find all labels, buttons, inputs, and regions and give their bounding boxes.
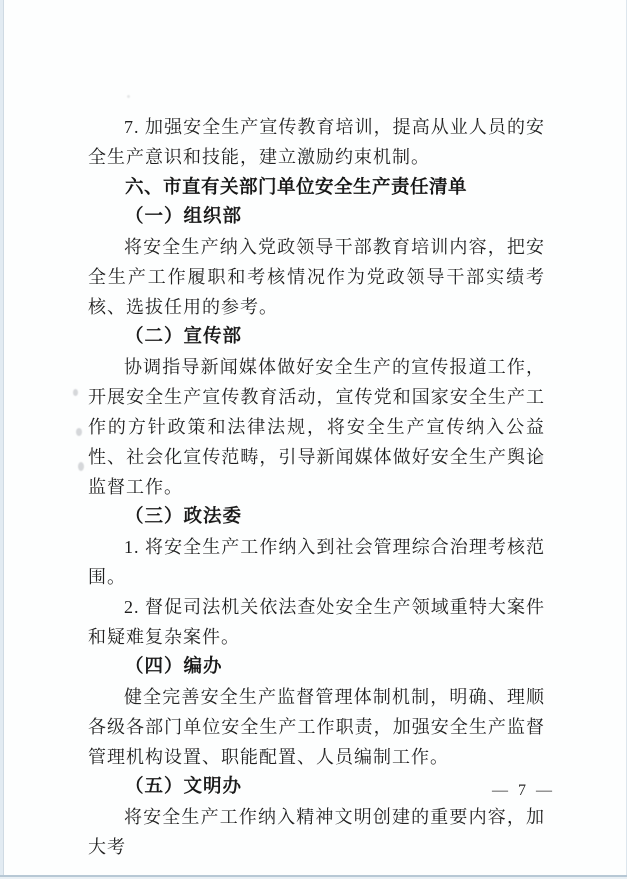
paragraph-wenmingban: 将安全生产工作纳入精神文明创建的重要内容，加大考 <box>88 807 545 857</box>
paragraph-bianban: 健全完善安全生产监督管理体制机制，明确、理顺各级各部门单位安全生产工作职责，加强安全生产监督管理机构设置、职能配置、人员编制工作。 <box>88 687 545 767</box>
scan-speck <box>73 389 78 396</box>
subsection-heading-3-zhengfawei: （三）政法委 <box>125 507 243 527</box>
paragraph-item-7: 7. 加强安全生产宣传教育培训，提高从业人员的安全生产意识和技能，建立激励约束机制。 <box>88 117 545 167</box>
scan-speck <box>78 462 84 471</box>
subsection-heading-4-bianban: （四）编办 <box>125 657 223 677</box>
paragraph-zhengfawei-2: 2. 督促司法机关依法查处安全生产领域重特大案件和疑难复杂案件。 <box>88 597 545 647</box>
page-number: — 7 — <box>492 782 555 799</box>
paragraph-zuzhibu: 将安全生产纳入党政领导干部教育培训内容，把安全生产工作履职和考核情况作为党政领导干部实绩考核、选拔任用的参考。 <box>88 237 545 317</box>
section-heading-6: 六、市直有关部门单位安全生产责任清单 <box>125 176 468 197</box>
scan-speck <box>76 428 82 436</box>
document-body <box>88 112 545 862</box>
scan-speck <box>127 95 130 98</box>
subsection-heading-1-zuzhibu: （一）组织部 <box>125 207 243 227</box>
subsection-heading-5-wenmingban: （五）文明办 <box>125 777 243 797</box>
paragraph-xuanchuanbu: 协调指导新闻媒体做好安全生产的宣传报道工作，开展安全生产宣传教育活动，宣传党和国家安全生产工作的方针政策和法律法规，将安全生产宣传纳入公益性、社会化宣传范畴，引导新闻媒体做好安全生产舆论监督工作。 <box>88 357 545 497</box>
subsection-heading-2-xuanchuanbu: （二）宣传部 <box>125 327 243 347</box>
page-left-edge <box>0 0 4 879</box>
paragraph-zhengfawei-1: 1. 将安全生产工作纳入到社会管理综合治理考核范围。 <box>88 537 545 587</box>
page-bottom-edge <box>0 875 627 877</box>
